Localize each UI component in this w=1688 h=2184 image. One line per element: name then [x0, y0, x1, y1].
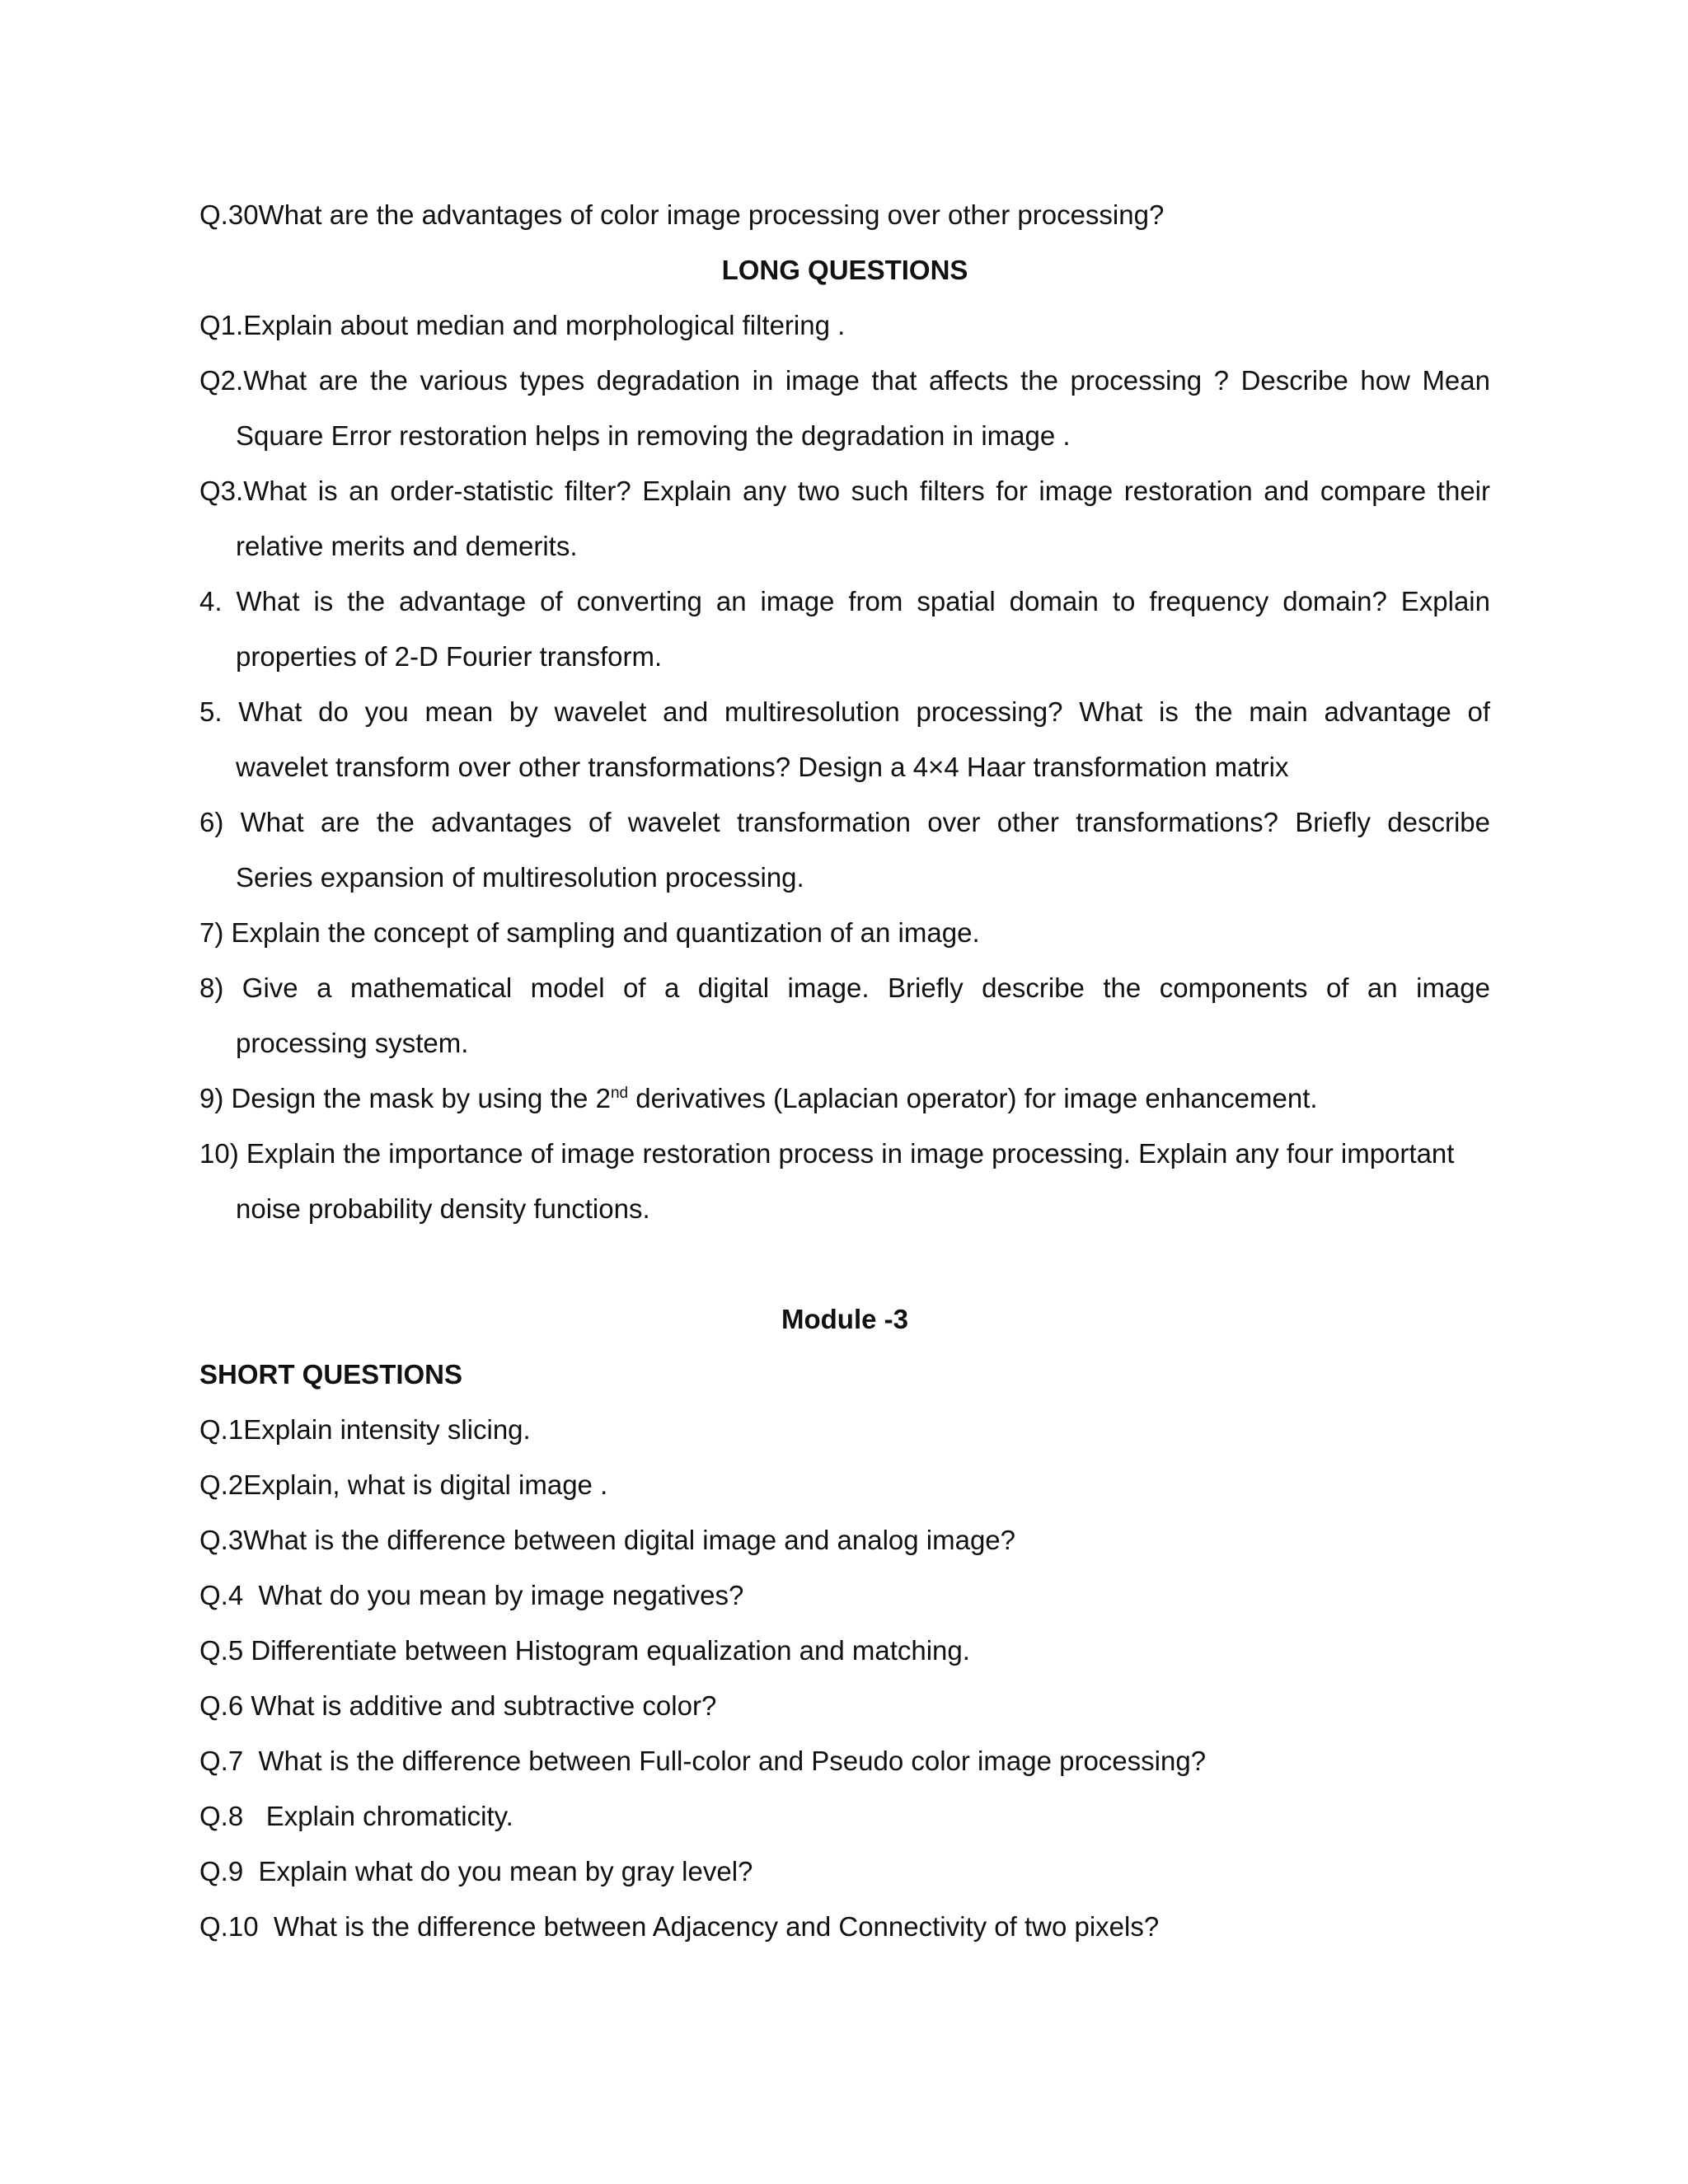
short-question: Q.8 Explain chromaticity.: [199, 1801, 513, 1831]
module-title: Module -3: [781, 1304, 908, 1334]
long-question-8-line-1: 8) Give a mathematical model of a digital image. Briefly describe the components of an image: [199, 972, 1490, 1003]
long-question-9-text-end: derivatives (Laplacian operator) for image enhancement.: [628, 1083, 1318, 1113]
long-question-4-line-2: properties of 2-D Fourier transform.: [236, 641, 663, 672]
long-question-3-line-1: Q3.What is an order-statistic filter? Explain any two such filters for image restoration and compare their: [199, 476, 1490, 506]
long-question-2-line-2: Square Error restoration helps in removing the degradation in image .: [236, 420, 1071, 451]
short-question: Q.4 What do you mean by image negatives?: [199, 1580, 744, 1610]
question-q30: Q.30What are the advantages of color image processing over other processing?: [199, 199, 1165, 230]
long-question-3-line-2: relative merits and demerits.: [236, 531, 578, 561]
long-question-9: [199, 1080, 1490, 1117]
long-question-6-line-2: Series expansion of multiresolution processing.: [236, 862, 804, 893]
short-question: Q.2Explain, what is digital image .: [199, 1469, 608, 1500]
long-question-5-line-2: wavelet transform over other transformations? Design a 4×4 Haar transformation matrix: [236, 752, 1289, 782]
long-question-1: Q1.Explain about median and morphological filtering .: [199, 310, 846, 340]
short-questions-heading: SHORT QUESTIONS: [199, 1359, 463, 1390]
ordinal-superscript: nd: [610, 1085, 629, 1102]
long-question-4-line-1: 4. What is the advantage of converting an image from spatial domain to frequency domain? Explain: [199, 586, 1490, 616]
short-question: Q.1Explain intensity slicing.: [199, 1414, 531, 1445]
short-question: Q.6 What is additive and subtractive color?: [199, 1690, 717, 1721]
long-question-5-line-1: 5. What do you mean by wavelet and multiresolution processing? What is the main advantage of: [199, 696, 1490, 727]
long-question-7: 7) Explain the concept of sampling and quantization of an image.: [199, 917, 980, 948]
short-question: Q.3What is the difference between digital image and analog image?: [199, 1525, 1016, 1555]
short-question: Q.10 What is the difference between Adjacency and Connectivity of two pixels?: [199, 1911, 1160, 1942]
long-question-10-line-1: 10) Explain the importance of image restoration process in image processing. Explain any four important: [199, 1138, 1455, 1169]
short-question: Q.9 Explain what do you mean by gray level?: [199, 1856, 753, 1886]
long-questions-heading: LONG QUESTIONS: [721, 255, 968, 285]
long-question-9-text: 9) Design the mask by using the 2: [199, 1083, 611, 1113]
long-question-10-line-2: noise probability density functions.: [236, 1193, 650, 1224]
long-question-2-line-1: Q2.What are the various types degradation in image that affects the processing ? Describe how Mean: [199, 365, 1490, 396]
long-question-6-line-1: 6) What are the advantages of wavelet transformation over other transformations? Briefly describe: [199, 807, 1490, 837]
short-question: Q.5 Differentiate between Histogram equalization and matching.: [199, 1635, 970, 1666]
short-question: Q.7 What is the difference between Full-color and Pseudo color image processing?: [199, 1746, 1207, 1776]
long-question-8-line-2: processing system.: [236, 1028, 469, 1058]
